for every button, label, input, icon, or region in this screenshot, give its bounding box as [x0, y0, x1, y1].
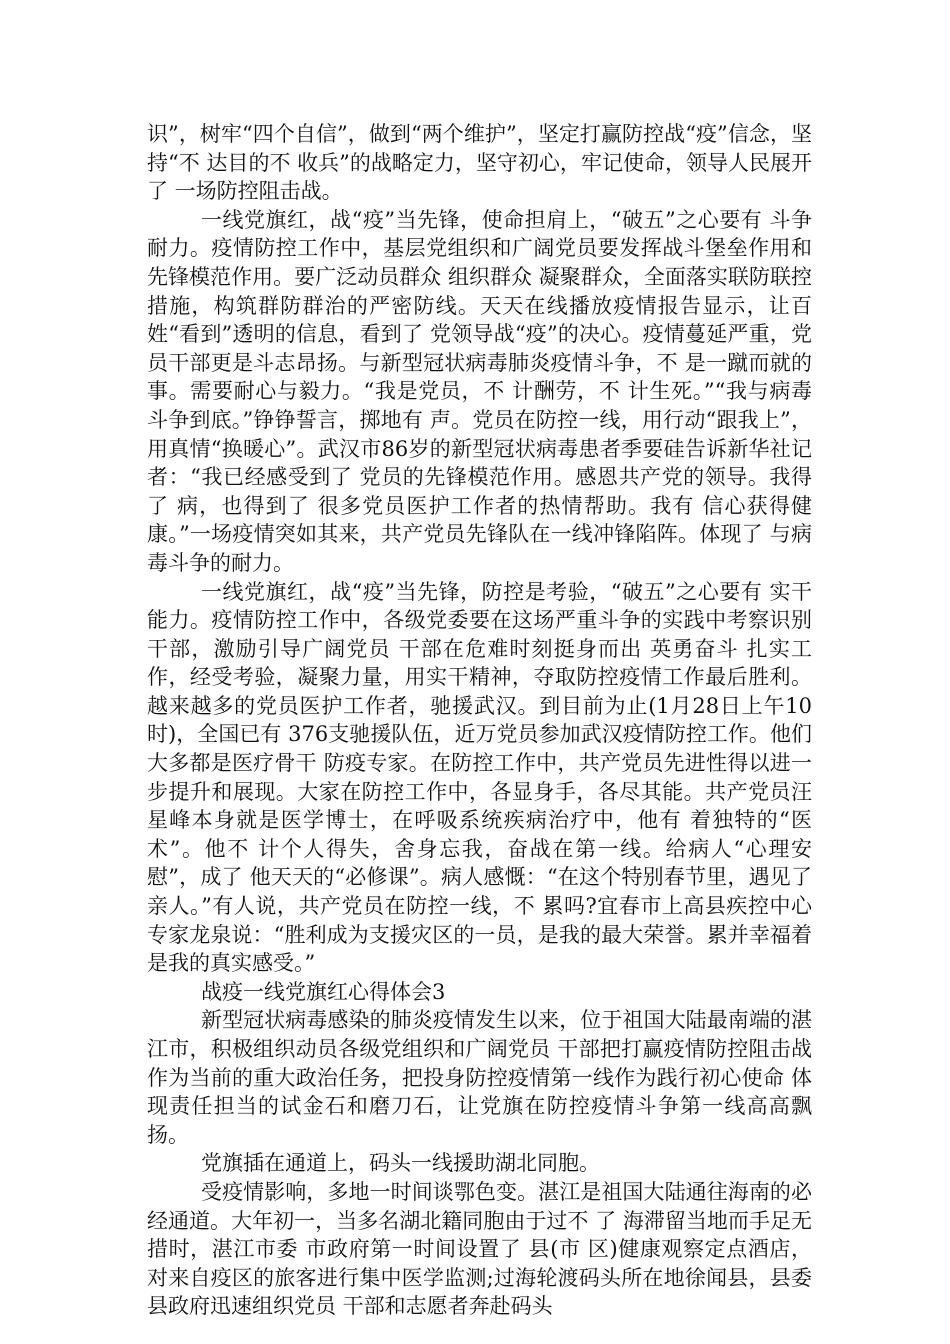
document-body — [147, 120, 819, 1321]
paragraph-5: 党旗插在通道上，码头一线援助湖北同胞。 — [201, 1151, 600, 1176]
paragraph-6: 受疫情影响，多地一时间谈鄂色变。湛江是祖国大陆通往海南的必经通道。大年初一，当多名湖北籍同胞由于过不 了 海滞留当地而手足无措时，湛江市委 市政府第一时间设置了 县(市 区)健康观察定点酒店，对来自疫区的旅客进行集中医学监测;过海轮渡码头所在地徐闻县，县委 县政府迅速组织党员 干部和志愿者奔赴码头 — [147, 1179, 819, 1319]
paragraph-2: 一线党旗红，战“疫”当先锋，使命担肩上，“破五”之心要有 斗争耐力。疫情防控工作中，基层党组织和广阔党员要发挥战斗堡垒作用和先锋模范作用。要广泛动员群众 组织群众 凝聚群众，全面落实联防联控措施，构筑群防群治的严密防线。天天在线播放疫情报告显示，让百姓“看到”透明的信息，看到了 党领导战“疫”的决心。疫情蔓延严重，党员干部更是斗志昂扬。与新型冠状病毒肺炎疫情斗争，不 是一蹴而就的事。需要耐心与毅力。“我是党员，不 计酬劳，不 计生死。”“我与病毒斗争到底。”铮铮誓言，掷地有 声。党员在防控一线，用行动“跟我上”，用真情“换暖心”。武汉市86岁的新型冠状病毒患者季要硅告诉新华社记者：“我已经感受到了 党员的先锋模范作用。感恩共产党的领导。我得了 病，也得到了 很多党员医护工作者的热情帮助。我有 信心获得健康。”一场疫情突如其来，共产党员先锋队在一线冲锋陷阵。体现了 与病毒斗争的耐力。 — [147, 207, 812, 575]
paragraph-1: 识”，树牢“四个自信”，做到“两个维护”，坚定打赢防控战“疫”信念，坚持“不 达目的不 收兵”的战略定力，坚守初心，牢记使命，领导人民展开了 一场防控阻击战。 — [147, 122, 812, 204]
paragraph-4: 新型冠状病毒感染的肺炎疫情发生以来，位于祖国大陆最南端的湛江市，积极组织动员各级党组织和广阔党员 干部把打赢疫情防控阻击战作为当前的重大政治任务，把投身防控疫情第一线作为践行初心使命 体现责任担当的试金石和磨刀石，让党旗在防控疫情斗争第一线高高飘扬。 — [147, 1008, 812, 1147]
section-heading: 战疫一线党旗红心得体会3 — [201, 979, 446, 1004]
paragraph-3: 一线党旗红，战“疫”当先锋，防控是考验，“破五”之心要有 实干能力。疫情防控工作中，各级党委要在这场严重斗争的实践中考察识别干部，激励引导广阔党员 干部在危难时刻挺身而出 英勇奋斗 扎实工作，经受考验，凝聚力量，用实干精神，夺取防控疫情工作最后胜利。越来越多的党员医护工作者，驰援武汉。到目前为止(1月28日上午10时)，全国已有 376支驰援队伍，近万党员参加武汉疫情防控工作。他们大多都是医疗骨干 防疫专家。在防控工作中，共产党员先进性得以进一步提升和展现。大家在防控工作中，各显身手，各尽其能。共产党员汪星峰本身就是医学博士，在呼吸系统疾病治疗中，他有 着独特的“医术”。他不 计个人得失，舍身忘我，奋战在第一线。给病人“心理安慰”，成了 他天天的“必修课”。病人感慨：“在这个特别春节里，遇见了 亲人。”有人说，共产党员在防控一线，不 累吗?宜春市上高县疾控中心专家龙泉说：“胜利成为支援灾区的一员，是我的最大荣誉。累并幸福着是我的真实感受。” — [147, 579, 819, 976]
